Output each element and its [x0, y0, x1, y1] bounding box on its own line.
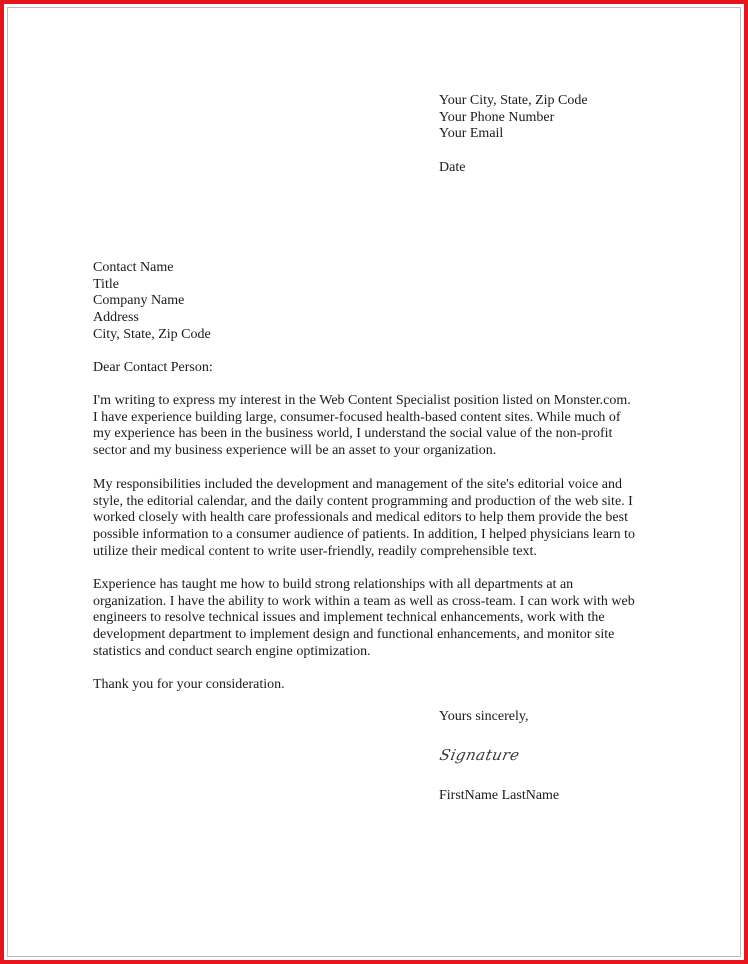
thanks-line: [93, 677, 285, 694]
thanks-text: Thank you for your consideration.: [93, 677, 285, 692]
sender-email: Your Email: [439, 126, 504, 142]
salutation: [93, 360, 213, 377]
recipient-name: Contact Name: [93, 260, 174, 275]
paragraph-line: style, the editorial calendar, and the daily content programming and production of the web site. I: [93, 493, 633, 509]
paragraph-line: I have experience building large, consumer-focused health-based content sites. While much of: [93, 409, 621, 425]
sender-phone: Your Phone Number: [439, 109, 555, 125]
paragraph-line: possible information to a consumer audience of patients. In addition, I helped physicians learn to: [93, 527, 635, 543]
salutation-text: Dear Contact Person:: [93, 360, 213, 375]
paragraph-line: utilize their medical content to write user-friendly, readily comprehensible text.: [93, 543, 537, 559]
letter-date: Date: [439, 160, 466, 175]
recipient-company: Company Name: [93, 293, 185, 309]
recipient-city-line: City, State, Zip Code: [93, 326, 211, 342]
paragraph-line: Experience has taught me how to build strong relationships with all departments at an: [93, 577, 574, 592]
paragraph-line: statistics and conduct search engine optimization.: [93, 643, 371, 659]
recipient-title: Title: [93, 276, 119, 292]
closing: [439, 709, 528, 726]
paragraph-line: worked closely with health care professionals and medical editors to help them provide the best: [93, 510, 628, 526]
sender-block: [439, 93, 588, 143]
paragraph-line: organization. I have the ability to work within a team as well as cross-team. I can work with web: [93, 593, 635, 609]
paragraph-2: [93, 477, 635, 561]
signer-name: [439, 788, 559, 805]
recipient-address: Address: [93, 310, 139, 326]
paragraph-line: I'm writing to express my interest in the Web Content Specialist position listed on Monster.com.: [93, 393, 631, 408]
sender-city-line: Your City, State, Zip Code: [439, 93, 588, 108]
recipient-block: [93, 260, 211, 344]
signer-name-text: FirstName LastName: [439, 788, 560, 803]
paragraph-line: sector and my business experience will be an asset to your organization.: [93, 443, 497, 459]
closing-text: Yours sincerely,: [439, 709, 529, 724]
signature: Signature: [438, 746, 522, 764]
paragraph-3: [93, 577, 635, 661]
paragraph-1: [93, 393, 631, 460]
paragraph-line: engineers to resolve technical issues and implement technical enhancements, work with the: [93, 610, 605, 626]
paragraph-line: my experience has been in the business world, I understand the social value of the non-profit: [93, 426, 613, 442]
paragraph-line: development department to implement design and functional enhancements, and monitor site: [93, 627, 615, 643]
paragraph-line: My responsibilities included the development and management of the site's editorial voice and: [93, 477, 622, 492]
